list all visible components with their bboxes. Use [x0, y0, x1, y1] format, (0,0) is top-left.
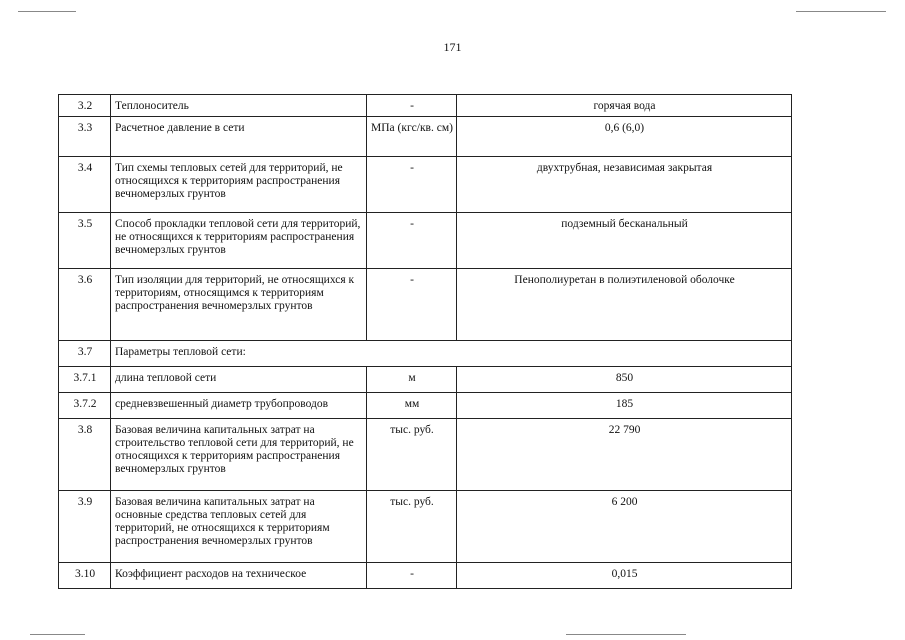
- parameter-name: Параметры тепловой сети:: [111, 341, 792, 367]
- row-number: 3.10: [59, 563, 111, 589]
- parameter-value: Пенополиуретан в полиэтиленовой оболочке: [457, 269, 792, 341]
- parameter-value: 6 200: [457, 491, 792, 563]
- table-row: [59, 95, 792, 117]
- parameters-table: [58, 94, 792, 589]
- parameter-name: Тип изоляции для территорий, не относящихся к территориям, относящимся к территориям распространения вечномерзлых грунтов: [111, 269, 367, 341]
- parameter-unit: м: [367, 367, 457, 393]
- parameter-name: Базовая величина капитальных затрат на строительство тепловой сети для территорий, не относящихся к территориям распространения вечномерзлых грунтов: [111, 419, 367, 491]
- table-row: [59, 213, 792, 269]
- parameter-unit: МПа (кгс/кв. см): [367, 117, 457, 157]
- row-number: 3.2: [59, 95, 111, 117]
- parameter-name: Теплоноситель: [111, 95, 367, 117]
- row-number: 3.9: [59, 491, 111, 563]
- parameter-unit: тыс. руб.: [367, 491, 457, 563]
- table-row: [59, 491, 792, 563]
- table-row: [59, 117, 792, 157]
- row-number: 3.7.1: [59, 367, 111, 393]
- parameter-value: 185: [457, 393, 792, 419]
- parameter-unit: -: [367, 213, 457, 269]
- table-row: [59, 367, 792, 393]
- parameters-table-body: [59, 95, 792, 589]
- parameter-value: горячая вода: [457, 95, 792, 117]
- scan-artifact-top-left: [18, 11, 76, 12]
- parameter-name: Базовая величина капитальных затрат на основные средства тепловых сетей для территорий, не относящихся к территориям распространения вечномерзлых грунтов: [111, 491, 367, 563]
- parameter-value: двухтрубная, независимая закрытая: [457, 157, 792, 213]
- parameter-unit: -: [367, 157, 457, 213]
- table-row: [59, 269, 792, 341]
- row-number: 3.3: [59, 117, 111, 157]
- parameter-value: 0,6 (6,0): [457, 117, 792, 157]
- parameter-value: 22 790: [457, 419, 792, 491]
- parameter-name: средневзвешенный диаметр трубопроводов: [111, 393, 367, 419]
- parameter-unit: мм: [367, 393, 457, 419]
- table-row: [59, 393, 792, 419]
- parameter-name: Расчетное давление в сети: [111, 117, 367, 157]
- scan-artifact-bottom-left: [30, 634, 85, 635]
- row-number: 3.7.2: [59, 393, 111, 419]
- row-number: 3.7: [59, 341, 111, 367]
- parameter-unit: тыс. руб.: [367, 419, 457, 491]
- table-row: [59, 419, 792, 491]
- parameter-name: Коэффициент расходов на техническое: [111, 563, 367, 589]
- parameter-value: 850: [457, 367, 792, 393]
- parameter-value: подземный бесканальный: [457, 213, 792, 269]
- parameter-name: Тип схемы тепловых сетей для территорий, не относящихся к территориям распространения вечномерзлых грунтов: [111, 157, 367, 213]
- row-number: 3.8: [59, 419, 111, 491]
- row-number: 3.5: [59, 213, 111, 269]
- parameter-unit: -: [367, 563, 457, 589]
- row-number: 3.4: [59, 157, 111, 213]
- scan-artifact-top-right: [796, 11, 886, 12]
- table-row: [59, 563, 792, 589]
- parameter-value: 0,015: [457, 563, 792, 589]
- parameter-unit: -: [367, 95, 457, 117]
- parameter-name: длина тепловой сети: [111, 367, 367, 393]
- parameter-unit: -: [367, 269, 457, 341]
- parameter-name: Способ прокладки тепловой сети для территорий, не относящихся к территориям распространения вечномерзлых грунтов: [111, 213, 367, 269]
- table-row: [59, 341, 792, 367]
- table-row: [59, 157, 792, 213]
- row-number: 3.6: [59, 269, 111, 341]
- scan-artifact-bottom-right: [566, 634, 686, 635]
- page-number: 171: [443, 40, 462, 54]
